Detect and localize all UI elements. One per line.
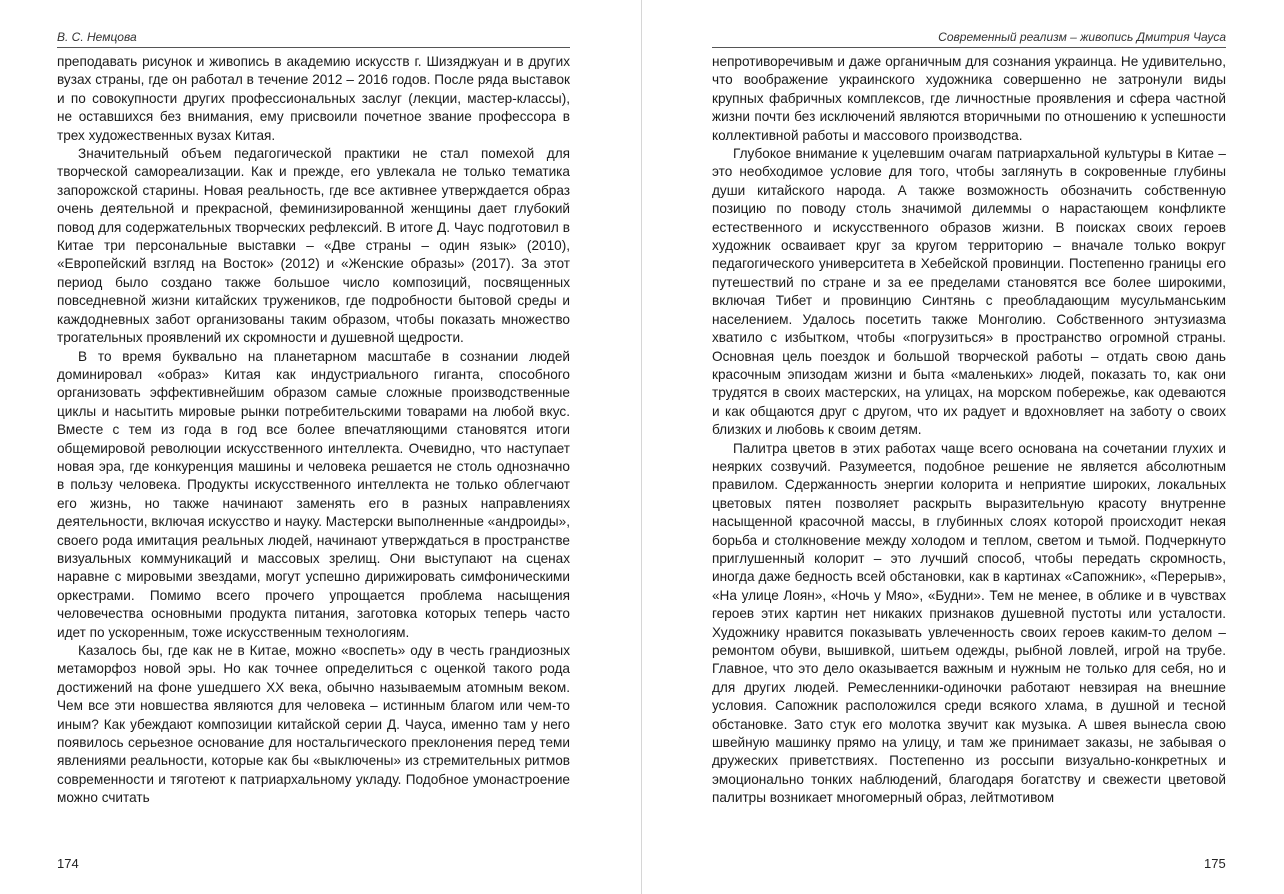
left-paragraph-2: Значительный объем педагогической практики не стал помехой для творческой самореализации. Как и прежде, его увлекала не только тематика запорожской старины. Новая реальность, где все активнее утверждается образ очень деятельной и прекрасной, феминизированной женщины дает глубокий повод для содержательных творческих рефлексий. В итоге Д. Чаус подготовил в Китае три персональные выставки – «Две страны – один язык» (2010), «Европейский взгляд на Восток» (2012) и «Женские образы» (2017). За этот период было создано также большое число композиций, посвященных повседневной жизни китайских тружеников, где подробности бытовой среды и каждодневных забот организованы таким образом, чтобы показать множество трогательных проявлений их скромности и душевной щедрости. — [57, 146, 570, 346]
right-body-text — [712, 53, 1226, 808]
left-paragraph-3: В то время буквально на планетарном масштабе в сознании людей доминировал «образ» Китая как индустриального гиганта, способного организовать эффективнейшим образом самые сложные производственные циклы и насытить мировые рынки потребительскими товарами на любой вкус. Вместе с тем из года в год все более впечатляющими становятся итоги общемировой революции искусственного интеллекта. Очевидно, что наступает новая эра, где конкуренция машины и человека решается не столь однозначно в пользу человека. Продукты искусственного интеллекта не только облегчают его жизнь, но также начинают заменять его в разных направлениях деятельности, включая искусство и науку. Мастерски выполненные «андроиды», своего рода имитация реальных людей, начинают утверждаться в пространстве визуальных коммуникаций и массовых зрелищ. Они выступают на сценах наравне с мировыми звездами, могут успешно дирижировать симфоническими оркестрами. Помимо всего прочего упрощается проблема насыщения человечества основными продукта питания, заготовка которых теперь часто идет по ускоренным, тоже искусственным технологиям. — [57, 348, 570, 640]
right-paragraph-2: Глубокое внимание к уцелевшим очагам патриархальной культуры в Китае – это необходимое условие для того, чтобы заглянуть в сокровенные глубины души китайского народа. А также возможность обозначить собственную позицию по поводу столь значимой дилеммы о нарастающем конфликте естественного и искусственного образов жизни. В поисках своих героев художник осваивает круг за кругом территорию – вначале только вокруг педагогического университета в Хебейской провинции. Постепенно границы его путешествий по стране и за ее пределами становятся все более широкими, включая Тибет и провинцию Синтянь с преобладающим мусульманським населением. Удалось посетить также Монголию. Собственного энтузиазма хватило с избытком, чтобы «погрузиться» в пространство огромной страны. Основная цель поездок и большой творческой работы – отдать свою дань красочным эпизодам жизни и быта «маленьких» людей, показать то, как они трудятся в своих мастерских, на улицах, на морском побережье, как одеваются и как общаются друг с другом, что их радует и вдохновляет на заботу о своих близких и любовь к своим детям. — [712, 146, 1226, 438]
left-paragraph-1: преподавать рисунок и живопись в академию искусств г. Шизяджуан и в других вузах страны, где он работал в течение 2012 – 2016 годов. После ряда выставок и по совокупности других профессиональных заслуг (лекции, мастер-классы), не оставшихся без внимания, ему присвоили почетное звание профессора в трех художественных вузах Китая. — [57, 54, 570, 143]
left-page-number: 174 — [57, 856, 79, 871]
left-running-head: В. С. Немцова — [57, 30, 570, 48]
left-paragraph-4: Казалось бы, где как не в Китае, можно «воспеть» оду в честь грандиозных метаморфоз новой эры. Но как точнее определиться с оценкой такого рода достижений на фоне ушедшего XX века, обычно называемым атомным веком. Чем все эти новшества являются для человека – истинным благом или чем-то иным? Как убеждают композиции китайской серии Д. Чауса, именно там у него появилось серьезное основание для ностальгического преклонения перед теми явлениями реальности, которые как бы «выключены» из стремительных ритмов современности и тяготеют к патриархальному укладу. Подобное умонастроение можно считать — [57, 643, 570, 806]
right-paragraph-1: непротиворечивым и даже органичным для сознания украинца. Не удивительно, что воображение украинского художника совершенно не затронули виды крупных фабричных комплексов, где личностные проявления и сфера частной жизни почти без исключений являются вторичными по отношению к успешности коллективной работы и массового производства. — [712, 54, 1226, 143]
right-page-number: 175 — [1204, 856, 1226, 871]
right-page — [642, 0, 1284, 894]
right-paragraph-3: Палитра цветов в этих работах чаще всего основана на сочетании глухих и неярких созвучий. Разумеется, подобное решение не является абсолютным правилом. Сдержанность энергии колорита и неприятие широких, локальных цветовых пятен позволяет раскрыть выразительную красоту внутренне насыщенной красочной массы, в глубинных слоях которой происходит некая борьба и столкновение между холодом и теплом, светом и тьмой. Подчеркнуто приглушенный колорит – это лучший способ, чтобы передать скромность, иногда даже бедность всей обстановки, как в картинах «Сапожник», «Перерыв», «На улице Лоян», «Ночь у Мяо», «Будни». Тем не менее, в облике и в чувствах героев этих картин нет никаких признаков душевной пустоты или усталости. Художнику нравится показывать увлеченность своих героев каким-то делом – ремонтом обуви, вышивкой, шитьем одежды, рыбной ловлей, игрой на трубе. Главное, что это дело оказывается важным и нужным не только для себя, но и для других людей. Ремесленники-одиночки работают невзирая на внешние условия. Сапожник расположился среди всякого хлама, в душной и тесной обстановке. Зато стук его молотка звучит как музыка. А швея вынесла свою швейную машинку прямо на улицу, и там же принимает заказы, не забывая о дружеских приветствиях. Постепенно из россыпи визуально-конкретных и эмоционально тонких наблюдений, благодаря богатству и свежести цветовой палитры возникает многомерный образ, лейтмотивом — [712, 440, 1226, 806]
left-body-text — [57, 53, 570, 808]
right-running-head: Современный реализм – живопись Дмитрия Чауса — [712, 30, 1226, 48]
